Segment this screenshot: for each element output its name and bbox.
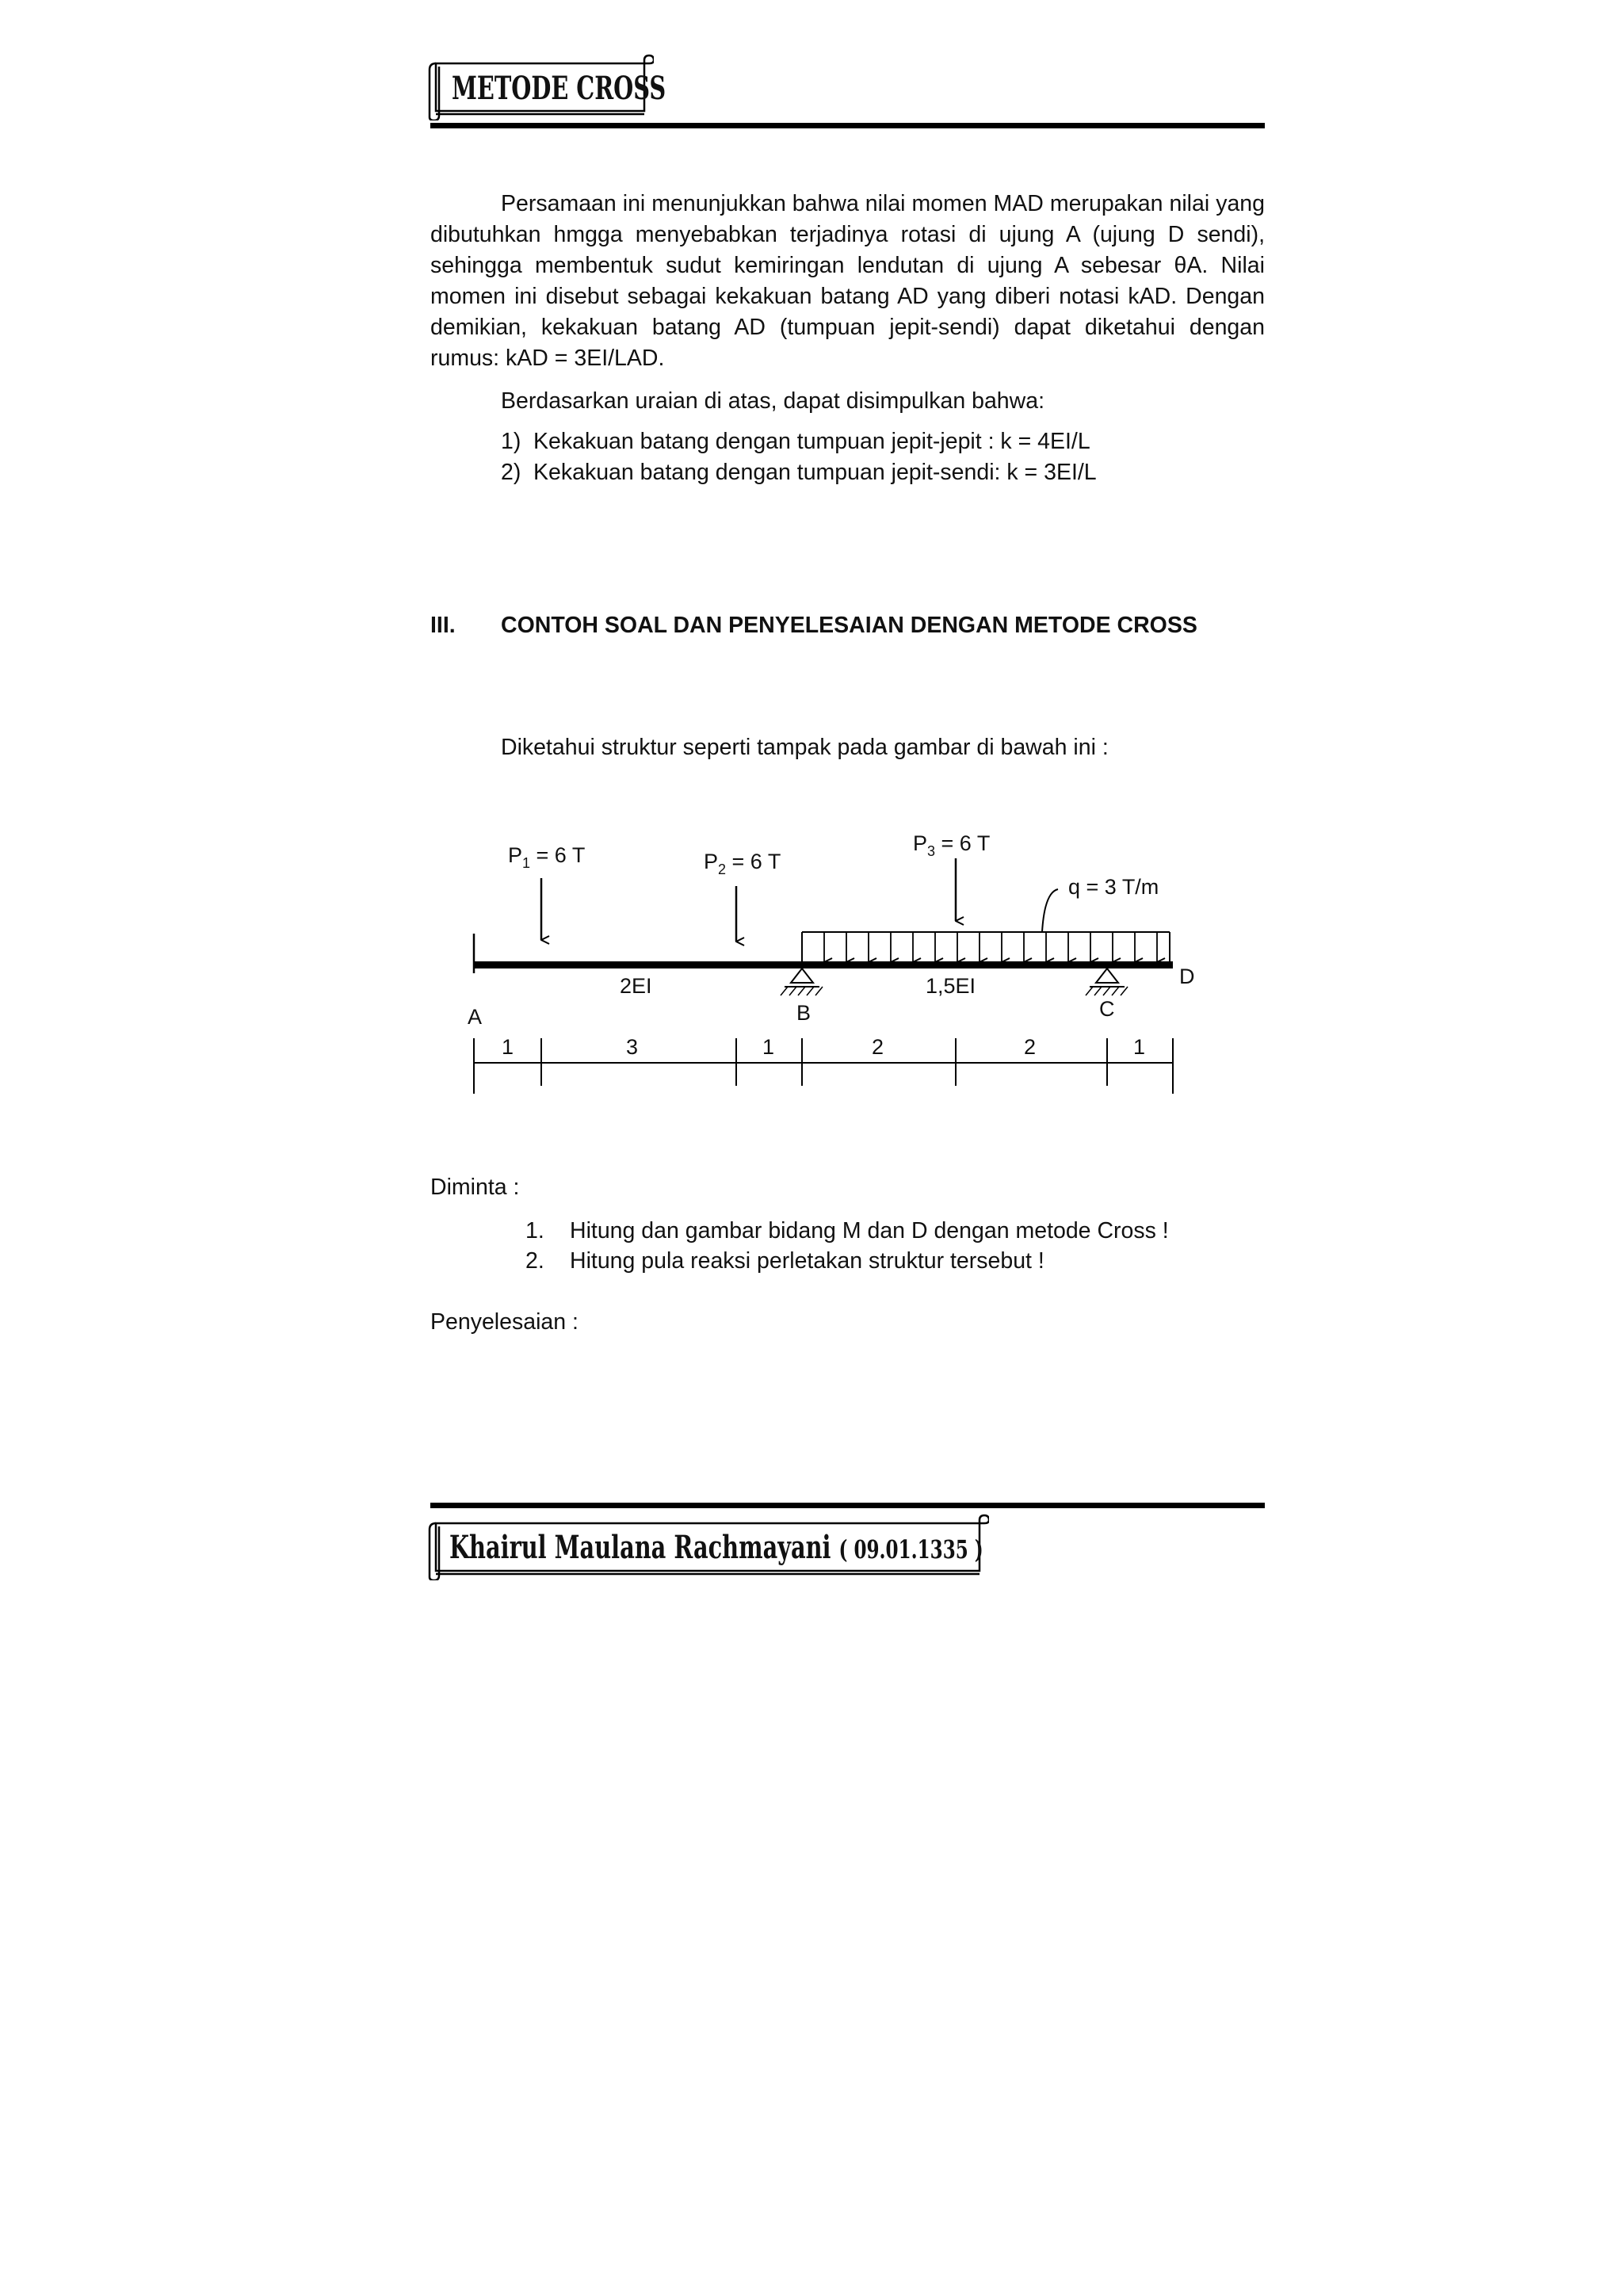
list-item: Hitung dan gambar bidang M dan D dengan metode Cross ! (570, 1218, 1169, 1244)
load-label-p2: $P_2 = 6$ T (704, 850, 781, 877)
load-label-q: q = 3 T/m (1068, 875, 1159, 899)
paragraph-stiffness: Persamaan ini menunjukkan bahwa nilai momen MAD merupakan nilai yang dibutuhkan hmgga menyebabkan terjadinya rotasi di ujung A (ujung D sendi), sehingga membentuk sudut kemiringan lendutan di ujung A sebesar θA. Nilai momen ini disebut sebagai kekakuan batang AD yang diberi notasi kAD. Dengan demikian, kekakuan batang AD (tumpuan jepit-sendi) dapat diketahui dengan rumus: kAD = 3EI/LAD. (430, 191, 1265, 371)
section-number: III. (430, 613, 456, 638)
point-label-c: C (1099, 997, 1115, 1021)
footer-rule (430, 1503, 1265, 1508)
point-label-a: A (468, 1005, 483, 1029)
beam-diagram (428, 816, 1252, 1110)
page-title: METODE CROSS (452, 70, 666, 107)
list-item-number: 2. (525, 1248, 544, 1274)
problem-intro: Diketahui struktur seperti tampak pada gambar di bawah ini : (501, 735, 1109, 760)
author-name: Khairul Maulana Rachmayani (449, 1529, 831, 1566)
stiffness-label-ab: 2EI (620, 974, 652, 998)
list-item-number: 2) (501, 460, 521, 485)
list-item-number: 1. (525, 1218, 544, 1244)
dimension-label: 1 (1133, 1035, 1146, 1059)
penyelesaian-label: Penyelesaian : (430, 1309, 579, 1335)
distributed-load (802, 889, 1170, 962)
author-text (449, 1529, 983, 1568)
dimension-line (474, 1038, 1173, 1094)
list-item: Kekakuan batang dengan tumpuan jepit-jepit : k = 4EI/L (533, 429, 1090, 454)
diminta-label: Diminta : (430, 1175, 520, 1200)
author-nim: ( 09.01.1335 ) (838, 1534, 983, 1564)
load-label-p3: $P_3 = 6$ T (913, 831, 991, 859)
dimension-label: 2 (1024, 1035, 1037, 1059)
dimension-label: 1 (502, 1035, 514, 1059)
load-label-p1: $P_1 = 6$ T (508, 843, 586, 871)
support-b (781, 968, 823, 995)
dimension-label: 1 (762, 1035, 775, 1059)
point-label-b: B (796, 1001, 812, 1025)
list-item: Kekakuan batang dengan tumpuan jepit-sendi: k = 3EI/L (533, 460, 1097, 485)
support-c (1086, 968, 1128, 995)
header-rule (430, 123, 1265, 128)
list-item: Hitung pula reaksi perletakan struktur tersebut ! (570, 1248, 1044, 1274)
paragraph-conclusion: Berdasarkan uraian di atas, dapat disimpulkan bahwa: (501, 388, 1045, 414)
point-label-d: D (1179, 965, 1195, 988)
dimension-label: 3 (626, 1035, 639, 1059)
section-title: CONTOH SOAL DAN PENYELESAIAN DENGAN METODE CROSS (501, 613, 1197, 638)
list-item-number: 1) (501, 429, 521, 454)
dimension-label: 2 (872, 1035, 884, 1059)
stiffness-label-bc: 1,5EI (926, 974, 976, 998)
